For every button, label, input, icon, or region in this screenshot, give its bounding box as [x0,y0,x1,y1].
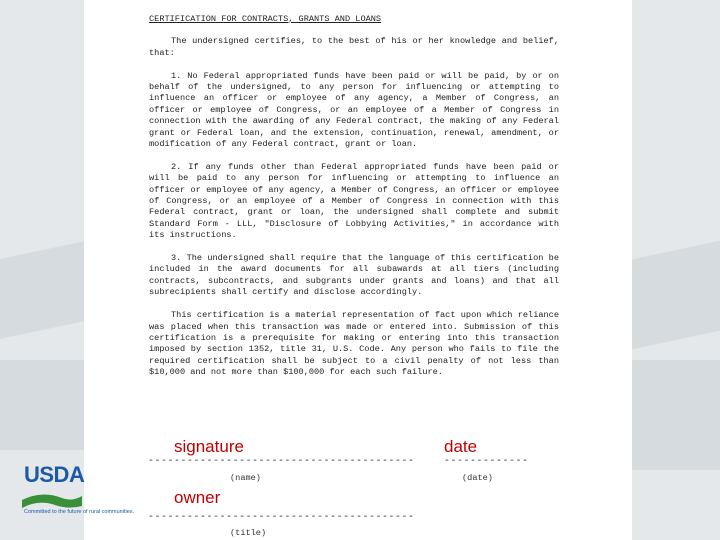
date-signature-line[interactable]: ------------- [444,456,529,467]
background-shape [0,241,85,339]
usda-logo-text: USDA [24,462,85,487]
title-caption: (title) [230,528,267,538]
signature-fill-label: signature [174,437,244,456]
background-shape [632,360,720,470]
usda-tagline: Committed to the future of rural communities. [24,509,135,515]
intro-paragraph: The undersigned certifies, to the best of his or her knowledge and belief, that: [149,36,559,58]
document-sheet [84,0,632,540]
background-shape [0,360,85,450]
paragraph-2: 2. If any funds other than Federal appropriated funds have been paid or will be paid to any person for influencing or attempting to influence an officer or employee of any agency, a Member of Congress, an officer or employee of Congress, or an employee of a Member of Congress in connection with this Federal contract, grant or loan, the undersigned shall complete and submit Standard Form - LLL, "Disclosure of Lobbying Activities," in accordance with its instructions. [149,161,559,241]
owner-fill-label: owner [174,488,221,507]
title-signature-line[interactable]: ----------------------------------------- [148,512,415,523]
background-shape [632,241,720,350]
paragraph-4: This certification is a material representation of fact upon which reliance was placed when this transaction was made or entered into. Submission of this certification is a prerequisite for making or entering into this transaction imposed by section 1352, title 31, U.S. Code. Any person who fails to file the required certification shall be subject to a civil penalty of not less than $10,000 and not more than $100,000 for each such failure. [149,310,559,378]
paragraph-1: 1. No Federal appropriated funds have been paid or will be paid, by or on behalf of the undersigned, to any person for influencing or attempting to influence an officer or employee of any agency, a Member of Congress, an officer or employee of Congress, or an employee of a Member of Congress in connection with the awarding of any Federal contract, the making of any Federal grant or Federal loan, and the extension, continuation, renewal, amendment, or modification of any Federal contract, grant or loan. [149,70,559,150]
name-signature-line[interactable]: ----------------------------------------- [148,456,415,467]
date-caption: (date) [462,473,493,483]
date-fill-label: date [444,437,478,456]
name-caption: (name) [230,473,261,483]
document-title: CERTIFICATION FOR CONTRACTS, GRANTS AND LOANS [149,14,382,24]
paragraph-3: 3. The undersigned shall require that the language of this certification be included in the award documents for all subawards at all tiers (including contracts, subcontracts, and subgrants under grants and loans) and that all subrecipients shall certify and disclose accordingly. [149,253,559,298]
certification-text [149,14,559,390]
